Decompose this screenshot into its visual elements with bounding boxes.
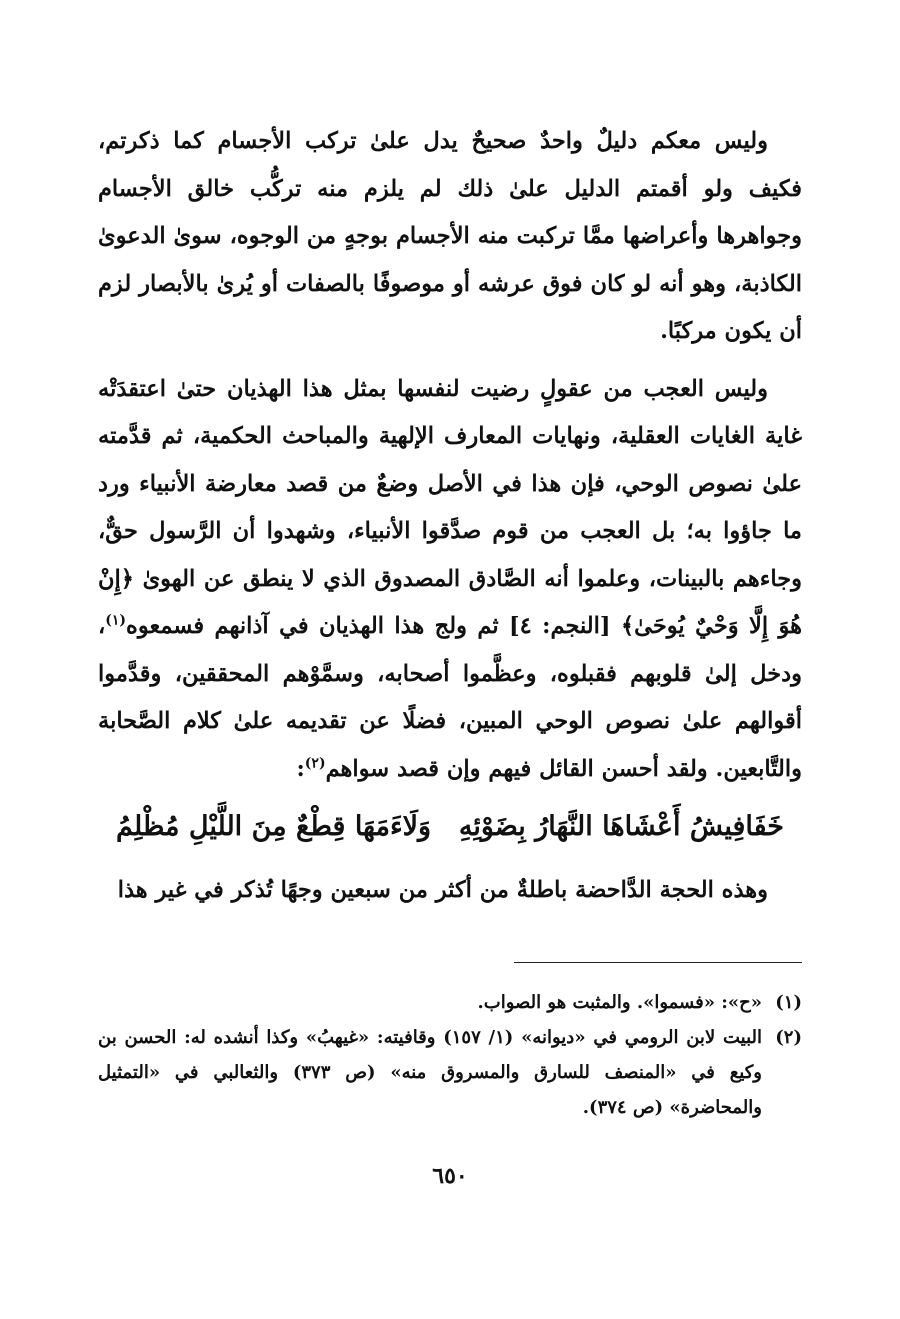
footnote-divider: [514, 962, 802, 963]
footnote-1: [98, 985, 802, 1020]
paragraph-2-middle: ثم ولج هذا الهذيان في آذانهم فسمعوه: [126, 613, 499, 639]
paragraph-2-continued: ، ودخل إلىٰ قلوبهم فقبلوه، وعظَّموا أصحابه، وسمَّوْهم المحققين، وقدَّموا أقوالهم علىٰ نصوص الوحي المبين، فضلًا عن تقديمه علىٰ كلام الصَّحابة والتَّابعين. ولقد أحسن القائل فيهم وإن قصد سواهم: [98, 613, 802, 782]
page-body: [98, 118, 802, 915]
footnote-number: (١): [775, 992, 802, 1013]
footnote-marker-1[interactable]: (١): [105, 612, 127, 629]
paragraph-2-end: :: [296, 755, 305, 782]
footnote-text: البيت لابن الرومي في «ديوانه» (١/ ١٥٧) وقافيته: «غيهبُ» وكذا أنشده له: الحسن بن وكيع في «المنصف للسارق والمسروق منه» (ص ٣٧٣) والثعالبي في «التمثيل والمحاضرة» (ص ٣٧٤).: [98, 1027, 762, 1118]
footnote-number: (٢): [775, 1027, 802, 1048]
footnote-text: «ح»: «فسموا». والمثبت هو الصواب.: [477, 992, 762, 1013]
quran-reference: [النجم: ٤]: [509, 613, 611, 639]
paragraph-2-text: وليس العجب من عقولٍ رضيت لنفسها بمثل هذا الهذيان حتىٰ اعتقدَتْه غاية الغايات العقلية، ونهايات المعارف الإلهية والمباحث الحكمية، ثم قدَّمته علىٰ نصوص الوحي، فإن هذا في الأصل وضعٌ من قصد معارضة الأنبياء ورد ما جاؤوا به؛ بل العجب من قوم صدَّقوا الأنبياء، وشهدوا أن الرَّسول حقٌّ، وجاءهم بالبينات، وعلموا أنه الصَّادق المصدوق الذي لا ينطق عن الهوىٰ: [98, 375, 802, 592]
paragraph-1: وليس معكم دليلٌ واحدٌ صحيحٌ يدل علىٰ تركب الأجسام كما ذكرتم، فكيف ولو أقمتم الدليل علىٰ ذلك لم يلزم منه تركُّب خالق الأجسام وجواهرها وأعراضها ممَّا تركبت منه الأجسام بوجهٍ من الوجوه، سوىٰ الدعوىٰ الكاذبة، وهو أنه لو كان فوق عرشه أو موصوفًا بالصفات أو يُرىٰ بالأبصار لزم أن يكون مركبًا.: [98, 128, 802, 344]
quran-verse: ﴿إِنْ هُوَ إِلَّا وَحْيٌ يُوحَىٰ﴾: [98, 565, 802, 639]
footnote-marker-2[interactable]: (٢): [304, 755, 326, 771]
page-number: ٦٥٠: [432, 1163, 468, 1189]
verse-hemistich-1: خَفَافِيشُ أَعْشَاهَا النَّهَارُ بِضَوْئِهِ: [458, 811, 784, 842]
footnote-2: [98, 1020, 802, 1125]
footnotes: [98, 985, 802, 1125]
verse-hemistich-2: وَلَاءَمَهَا قِطْعٌ مِنَ اللَّيْلِ مُظْلِمُ: [116, 811, 432, 842]
paragraph-3: وهذه الحجة الدَّاحضة باطلةٌ من أكثر من سبعين وجهًا تُذكر في غير هذا: [117, 877, 768, 903]
paragraph-2: [98, 366, 802, 794]
poetry-verse: [116, 797, 784, 857]
